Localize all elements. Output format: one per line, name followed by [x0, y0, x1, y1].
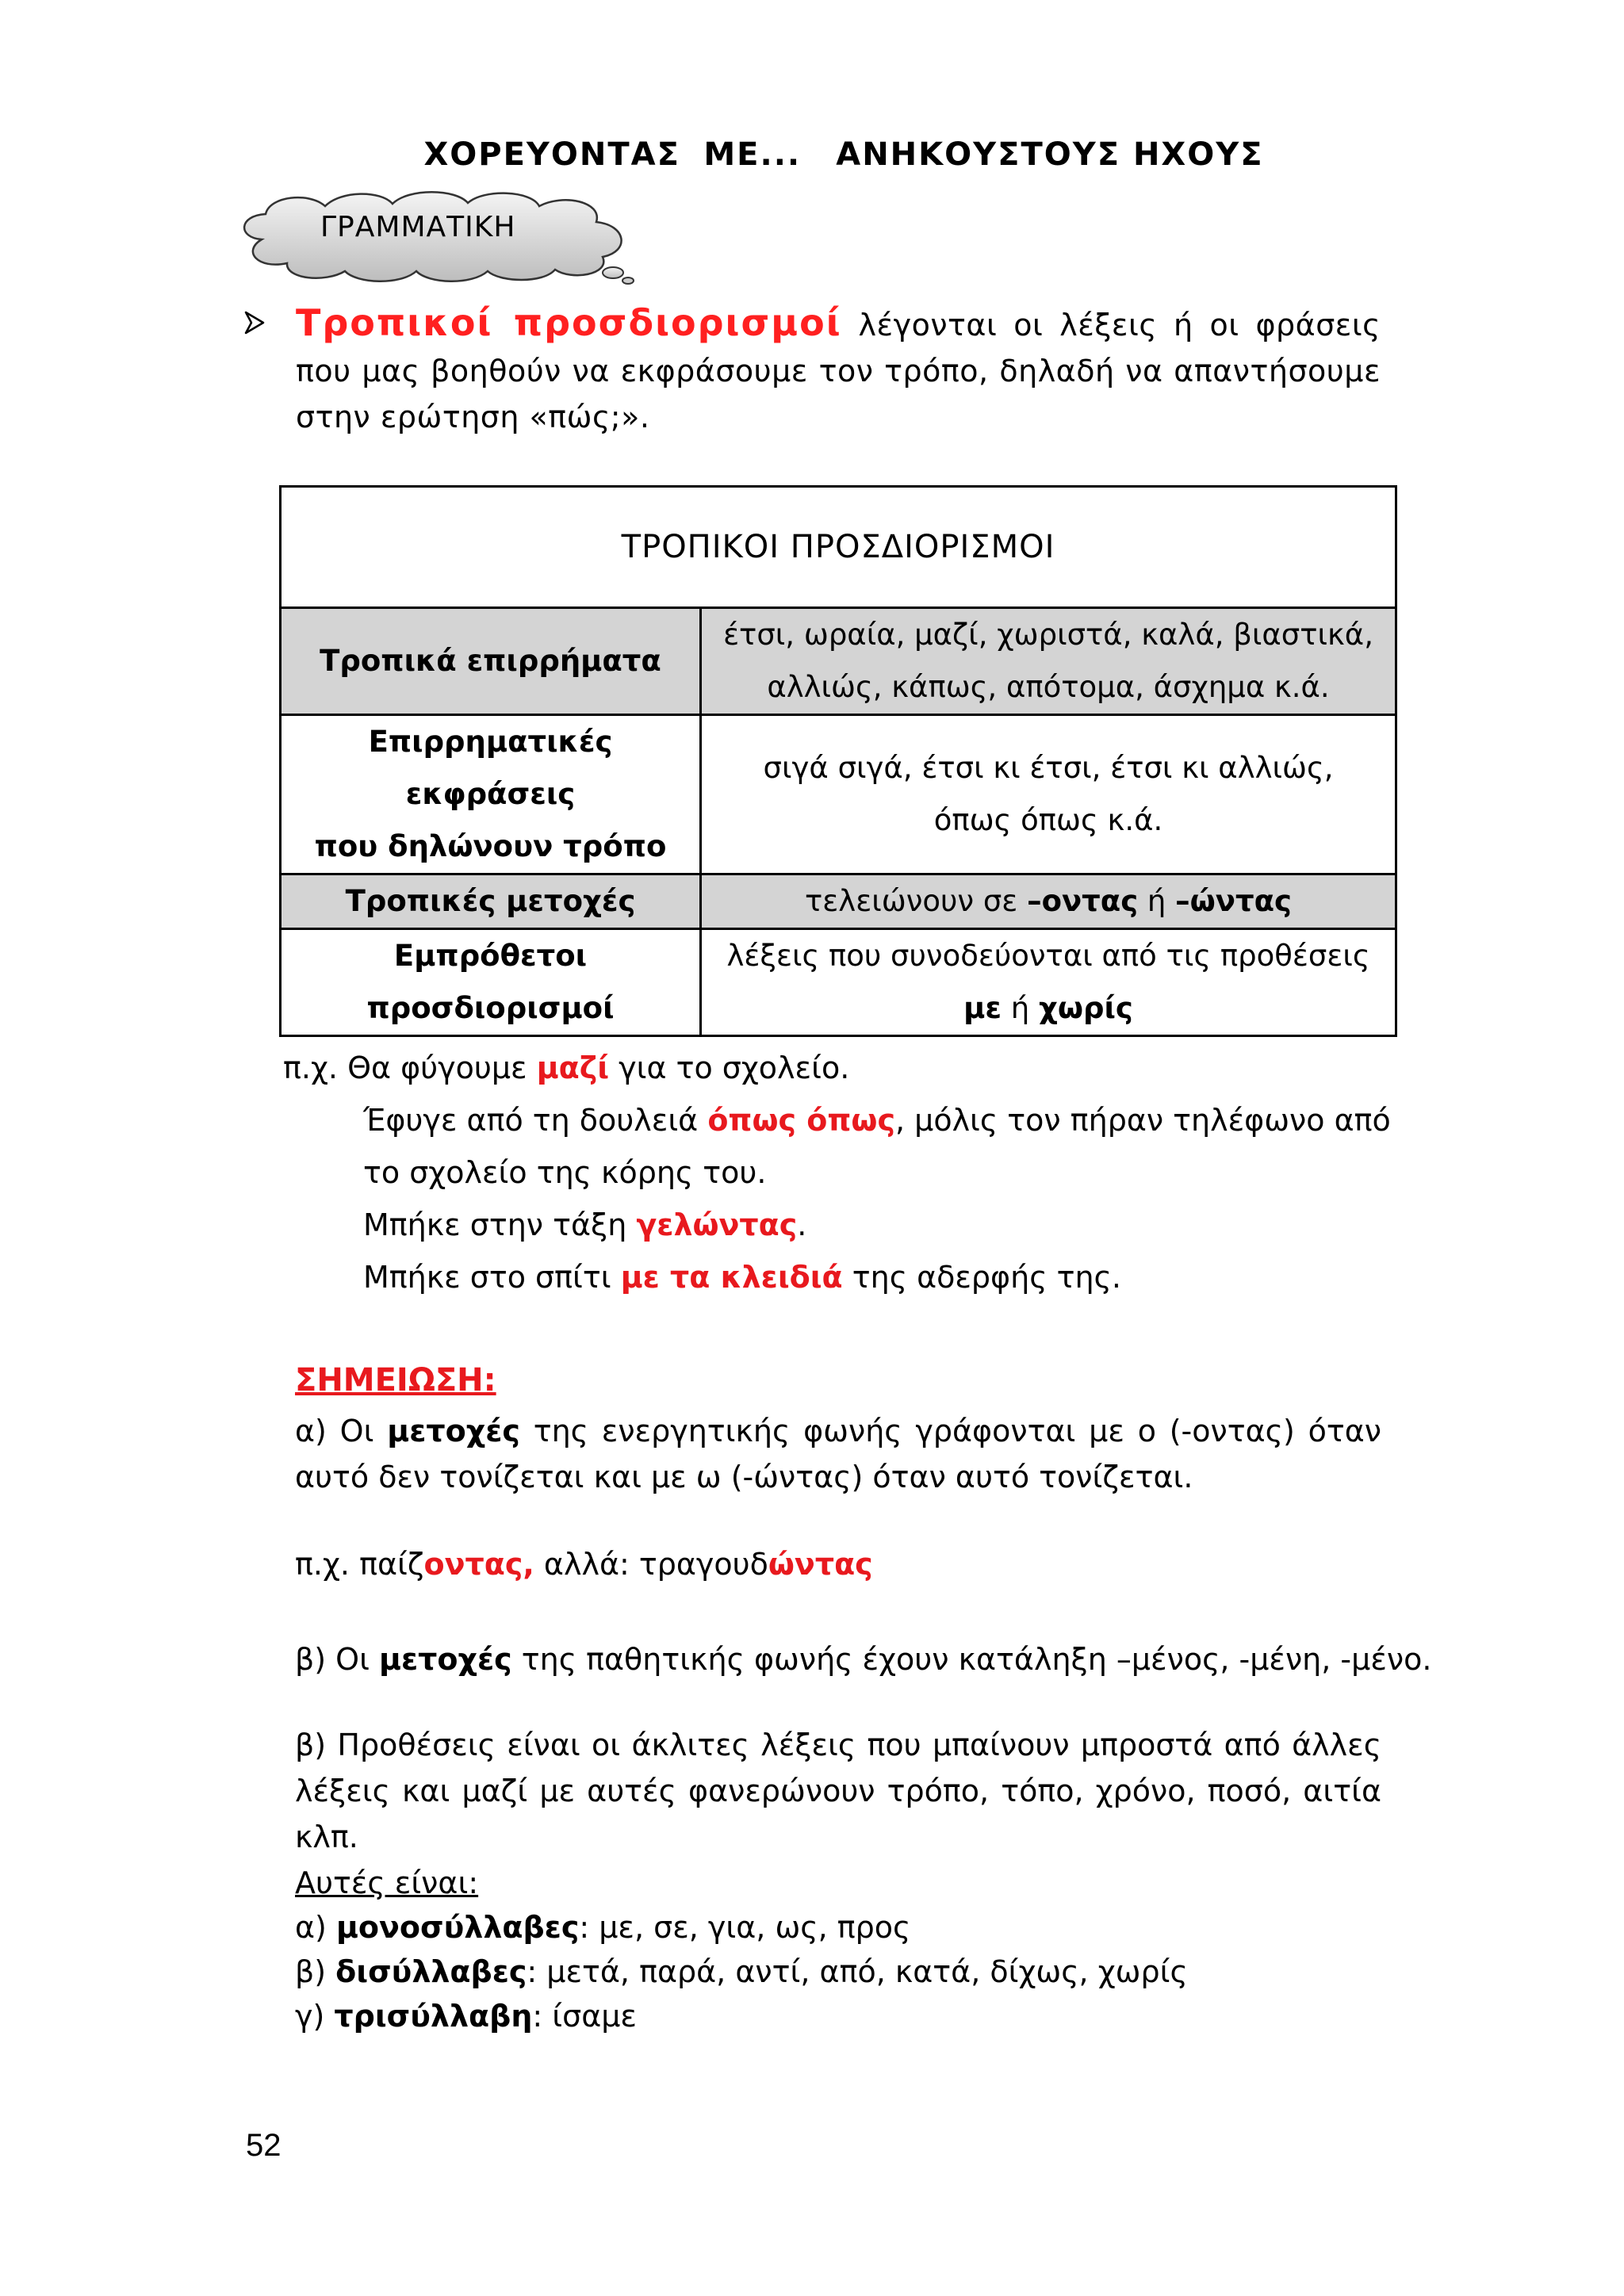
example-text: Έφυγε από τη δουλειά — [363, 1103, 708, 1138]
note-paragraph-c: β) Προθέσεις είναι οι άκλιτες λέξεις που μπαίνουν μπροστά από άλλες λέξεις και μαζί με αυτές φανερώνουν τρόπο, τόπο, χρόνο, ποσό, αιτία κλπ. — [295, 1728, 1381, 1854]
example-text: π.χ. Θα φύγουμε — [283, 1050, 537, 1085]
table-row — [281, 715, 1396, 874]
table-cell-right — [701, 715, 1396, 874]
list-item — [295, 1949, 1188, 1995]
example-highlight: όπως όπως — [707, 1103, 895, 1138]
table-row — [281, 874, 1396, 929]
table-row — [281, 608, 1396, 715]
example-text: για το σχολείο. — [609, 1050, 850, 1085]
cell-text: ή — [1138, 884, 1176, 918]
example-text: της αδερφής της. — [842, 1260, 1121, 1295]
table-cell-right — [701, 929, 1396, 1036]
example-text: Μπήκε στην τάξη — [363, 1207, 637, 1242]
example-highlight: με τα κλειδιά — [620, 1260, 843, 1295]
list-title: Αυτές είναι: — [295, 1866, 479, 1900]
note-example — [295, 1541, 873, 1587]
title-word-3: ΑΝΗΚΟΥΣΤΟΥΣ ΗΧΟΥΣ — [836, 136, 1264, 173]
note-title: ΣΗΜΕΙΩΣΗ: — [295, 1362, 496, 1399]
note-text: α) Οι — [295, 1414, 388, 1448]
cell-text: τελειώνουν σε — [805, 884, 1028, 918]
page-number: 52 — [246, 2128, 282, 2163]
example-line-2 — [363, 1094, 1391, 1146]
note-paragraph-b — [295, 1636, 1431, 1682]
note-text: της ενεργητικής φωνής γράφονται με ο (-οντας) όταν αυτό δεν τονίζεται και με ω (-ώντας) όταν αυτό τονίζεται. — [295, 1414, 1381, 1494]
cell-line: Επιρρηματικές εκφράσεις — [368, 725, 613, 811]
example-line-4 — [363, 1199, 806, 1251]
cell-line: έτσι, ωραία, μαζί, χωριστά, καλά, βιαστικά, — [723, 618, 1373, 652]
list-bold: μονοσύλλαβες — [335, 1910, 580, 1945]
list-text: : ίσαμε — [532, 1999, 637, 2034]
cell-line: λέξεις που συνοδεύονται από τις προθέσεις — [726, 939, 1370, 973]
cell-line: σιγά σιγά, έτσι κι έτσι, έτσι κι αλλιώς, — [763, 751, 1334, 785]
table-row — [281, 929, 1396, 1036]
modal-adverbials-table — [279, 485, 1397, 1037]
table-cell-left: Τροπικές μετοχές — [281, 874, 701, 929]
list-text: γ) — [295, 1999, 335, 2034]
list-text: : μετά, παρά, αντί, από, κατά, δίχως, χωρίς — [527, 1954, 1188, 1989]
note-text: αλλά: τραγουδ — [534, 1547, 768, 1582]
list-text: : με, σε, για, ως, προς — [579, 1910, 911, 1945]
list-text: α) — [295, 1910, 336, 1945]
cell-bold: –οντας — [1027, 884, 1139, 918]
example-text: , μόλις τον πήραν τηλέφωνο από — [894, 1103, 1391, 1138]
example-text: Μπήκε στο σπίτι — [363, 1260, 621, 1295]
cell-text: ή — [1002, 991, 1039, 1025]
example-highlight: γελώντας — [636, 1207, 798, 1242]
cell-line: αλλιώς, κάπως, απότομα, άσχημα κ.ά. — [767, 670, 1330, 704]
note-text: π.χ. παίζ — [295, 1547, 424, 1582]
table-header: ΤΡΟΠΙΚΟΙ ΠΡΟΣΔΙΟΡΙΣΜΟΙ — [281, 487, 1396, 608]
list-text: β) — [295, 1954, 336, 1989]
example-text: . — [797, 1207, 807, 1242]
intro-term: Τροπικοί προσδιορισμοί — [296, 301, 842, 344]
note-text: β) Οι — [295, 1642, 380, 1677]
table-cell-right — [701, 874, 1396, 929]
cell-bold: –ώντας — [1175, 884, 1292, 918]
title-word-2: ΜΕ... — [703, 136, 802, 173]
cell-line: που δηλώνουν τρόπο — [314, 829, 667, 863]
list-item — [295, 1904, 910, 1950]
table-cell-right — [701, 608, 1396, 715]
cell-line — [708, 982, 1388, 1035]
example-line-1 — [283, 1042, 849, 1094]
page-title — [0, 136, 1624, 173]
example-line-5 — [363, 1251, 1121, 1303]
cell-line: όπως όπως κ.ά. — [933, 803, 1163, 837]
note-text: της παθητικής φωνής έχουν κατάληξη –μένος, -μένη, -μένο. — [511, 1642, 1432, 1677]
note-paragraph-a — [295, 1408, 1381, 1500]
list-item — [295, 1993, 637, 2039]
example-line-3: το σχολείο της κόρης του. — [363, 1155, 767, 1190]
title-word-1: ΧΟΡΕΥΟΝΤΑΣ — [423, 136, 680, 173]
cell-bold: με — [963, 991, 1002, 1025]
arrow-bullet-icon — [244, 311, 265, 335]
note-highlight: ώντας — [768, 1547, 873, 1582]
note-bold: μετοχές — [387, 1414, 520, 1448]
table-cell-left — [281, 715, 701, 874]
list-bold: τρισύλλαβη — [334, 1999, 533, 2034]
note-highlight: οντας, — [423, 1547, 534, 1582]
cell-bold: χωρίς — [1038, 991, 1133, 1025]
example-highlight: μαζί — [536, 1050, 610, 1085]
note-bold: μετοχές — [379, 1642, 512, 1677]
intro-paragraph — [296, 300, 1381, 440]
section-label: ΓΡΑΜΜΑΤΙΚΗ — [320, 211, 516, 243]
list-bold: δισύλλαβες — [335, 1954, 527, 1989]
table-cell-left: Εμπρόθετοι προσδιορισμοί — [281, 929, 701, 1036]
table-cell-left: Τροπικά επιρρήματα — [281, 608, 701, 715]
intro-text: λέγονται οι λέξεις ή οι φράσεις που μας βοηθούν να εκφράσουμε τον τρόπο, δηλαδή να απαντήσουμε στην ερώτηση «πώς;». — [296, 308, 1381, 434]
